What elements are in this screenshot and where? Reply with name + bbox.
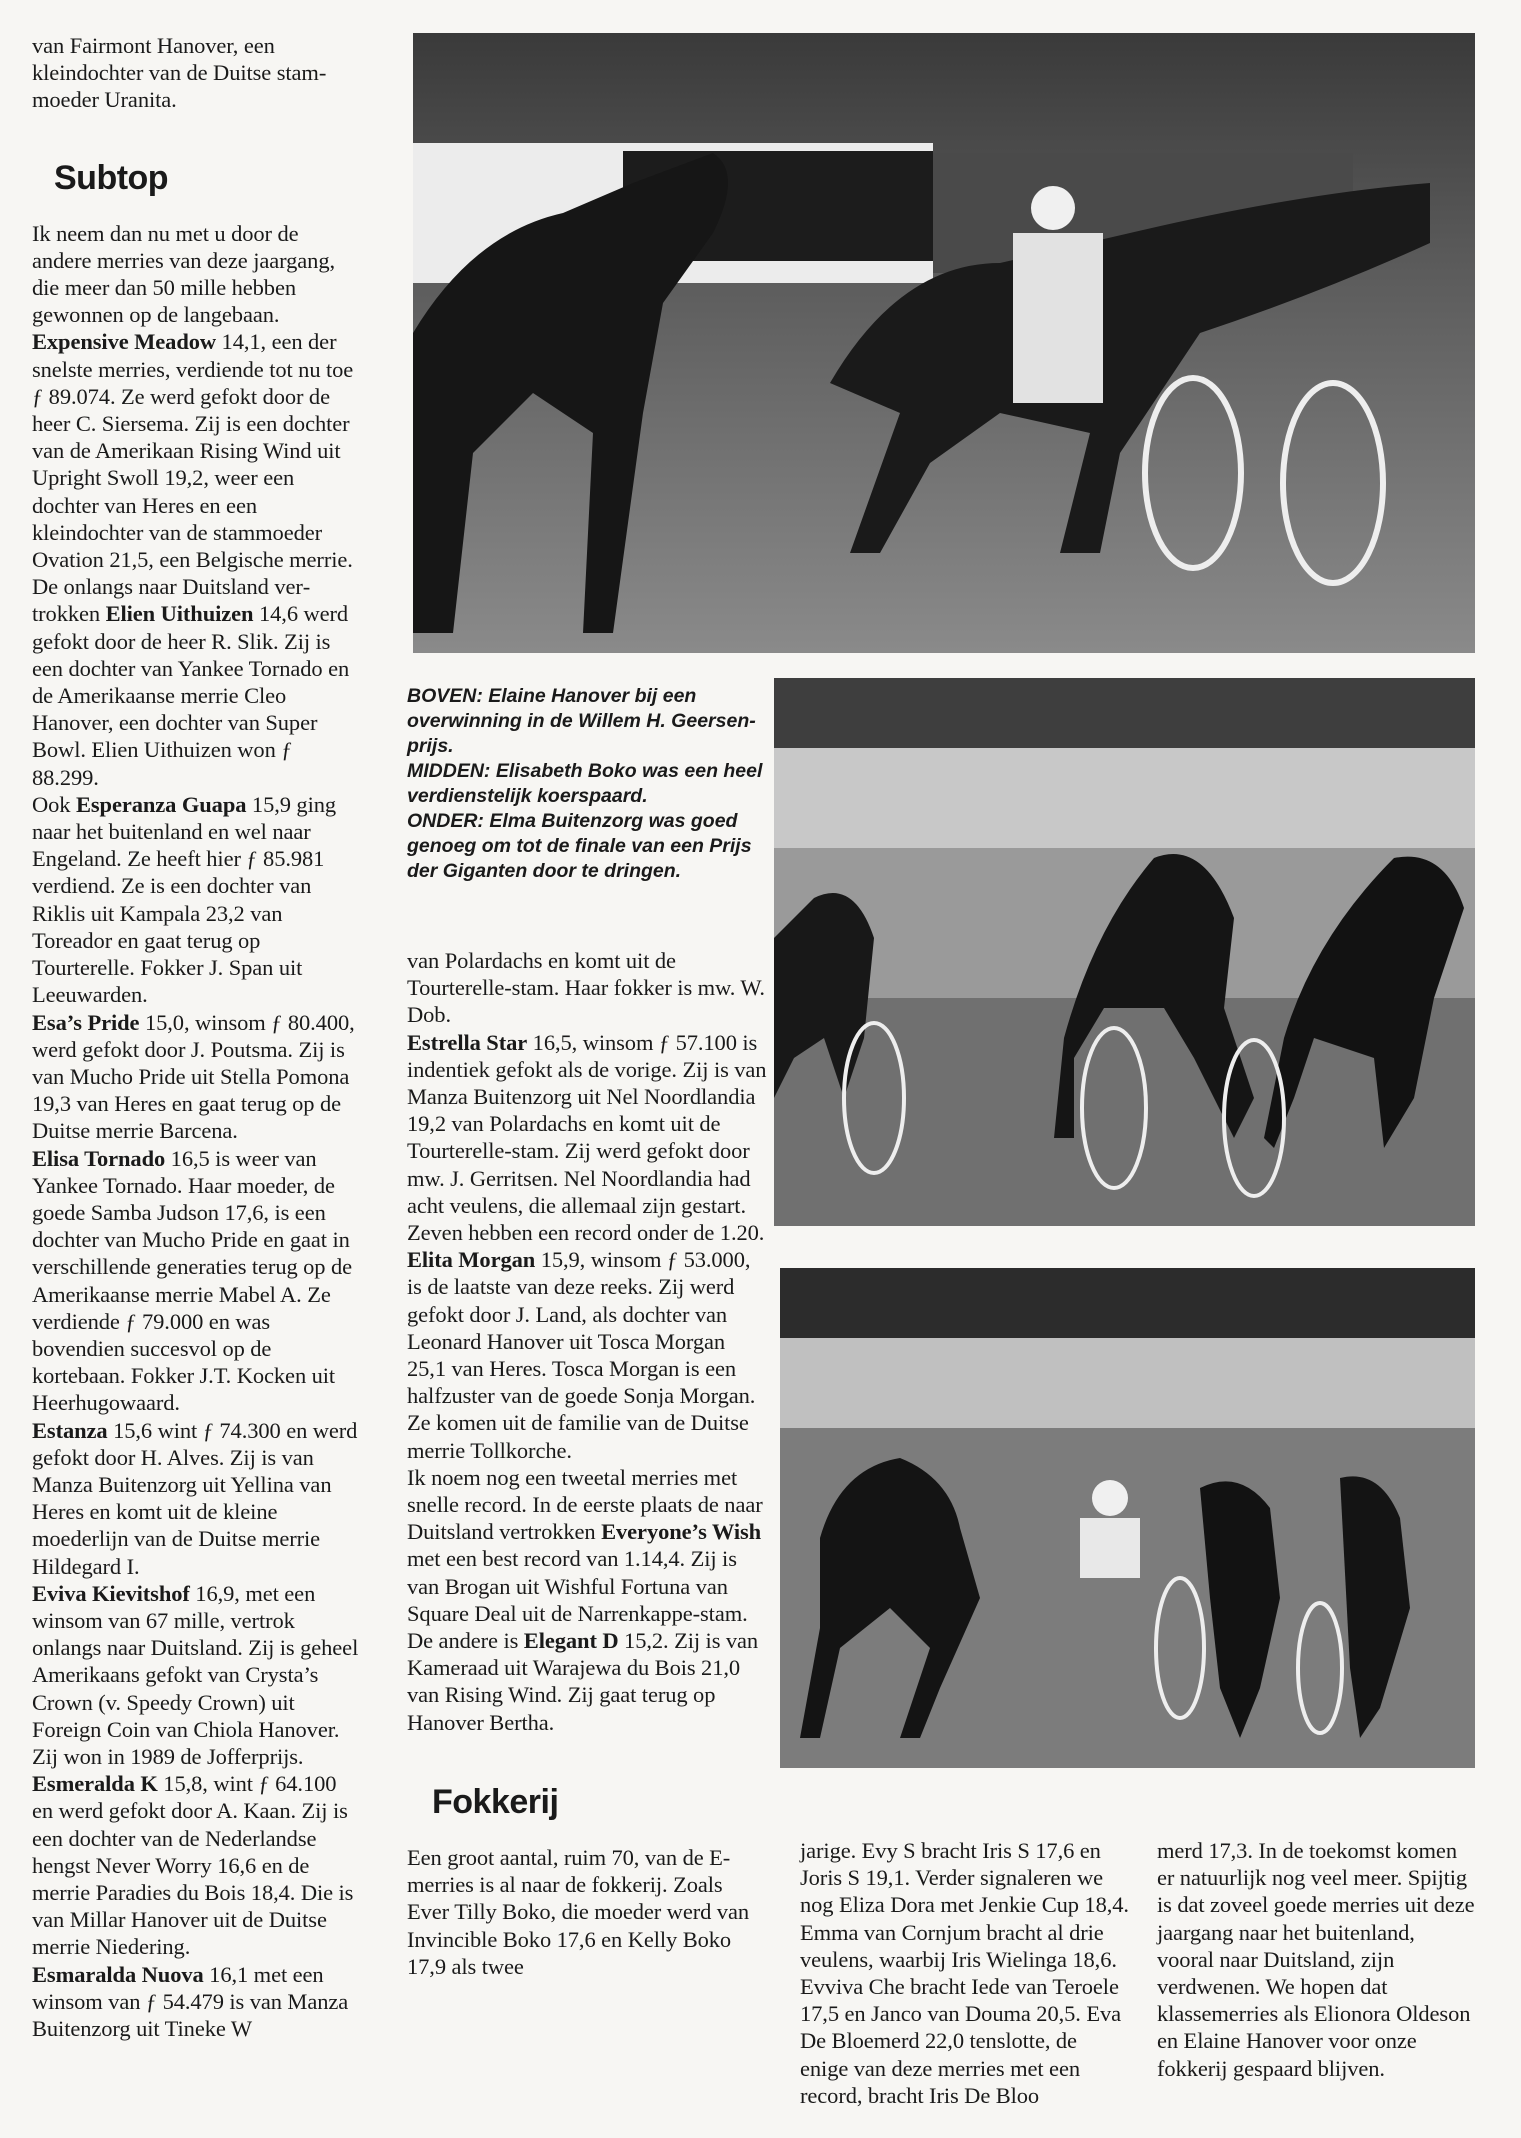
column-1 (32, 32, 362, 2042)
paragraph-text: 16,5, winsom ƒ 57.100 is indentiek gefokt als de vorige. Zij is van Manza Buitenzorg uit Nel Noordlandia 19,2 van Polardachs en komt uit de Tourterelle-stam. Zij werd gefokt door mw. J. Gerritsen. Nel Noordlandia had acht veulens, die allemaal zijn gestart. Zeven hebben een record onder de 1.20. (407, 1029, 767, 1246)
paragraph-text: 15,9 ging naar het buitenland en wel naar Engeland. Ze heeft hier ƒ 85.981 verdiend. Ze is een dochter van Riklis uit Kampala 23,2 van Toreador en gaat terug op Tourterelle. Fokker J. Span uit Leeuwarden. (32, 791, 337, 1008)
column-2-paragraph (407, 947, 769, 1029)
horse-name: Estanza (32, 1417, 108, 1443)
horse-name: Elisa Tornado (32, 1145, 166, 1171)
horse-name: Elita Morgan (407, 1247, 536, 1273)
column-2-text (407, 947, 769, 1736)
subtop-paragraph (32, 220, 362, 329)
column-3-paragraph: jarige. Evy S bracht Iris S 17,6 en Joris S 19,1. Verder signaleren we nog Eliza Dora met Jenkie Cup 18,4. Emma van Cornjum bracht al drie veulens, waarbij Iris Wielinga 18,6. Evviva Che bracht Iede van Teroele 17,5 en Janco van Douma 20,5. Eva De Bloemerd 22,0 tenslotte, de enige van deze merries met een record, bracht Iris De Bloo (800, 1838, 1129, 2108)
subtop-paragraph (32, 1580, 362, 1770)
subtop-paragraph (32, 791, 362, 1009)
column-2-paragraph (407, 1246, 769, 1464)
paragraph-text: 15,6 wint ƒ 74.300 en werd gefokt door H. Alves. Zij is van Manza Buitenzorg uit Yellina van Heres en komt uit de kleine moederlijn van de Duitse merrie Hildegard I. (32, 1417, 358, 1579)
paragraph-text: 16,1 met een winsom van ƒ 54.479 is van Manza Buitenzorg uit Tineke W (32, 1961, 349, 2042)
caption-onder: ONDER: Elma Buitenzorg was goed genoeg om tot de finale van een Prijs der Giganten door te dringen. (407, 810, 752, 882)
horse-name: Esmeralda K (32, 1771, 158, 1797)
paragraph-text: van Polardachs en komt uit de Tourterelle-stam. Haar fokker is mw. W. Dob. (407, 948, 765, 1028)
column-4-paragraph: merd 17,3. In de toekomst komen er natuurlijk nog veel meer. Spijtig is dat zoveel goede merries uit deze jaargang naar het buitenland, vooral naar Duitsland, zijn verdwenen. We hopen dat klassemerries als Elionora Oldeson en Elaine Hanover voor onze fokkerij gespaard blijven. (1157, 1838, 1475, 2081)
paragraph-text: De onlangs naar Duitsland vertrokken (32, 574, 311, 627)
photo-middle (774, 678, 1475, 1226)
horse-name: Expensive Meadow (32, 329, 217, 355)
subtop-paragraph (32, 1145, 362, 1417)
paragraph-text: 15,8, wint ƒ 64.100 en werd gefokt door A. Kaan. Zij is een dochter van de Nederlandse hengst Never Worry 16,6 en de merrie Paradies du Bois 18,4. Die is van Millar Hanover uit de Duitse merrie Niedering. (32, 1771, 354, 1960)
paragraph-text: 16,5 is weer van Yankee Tornado. Haar moeder, de goede Samba Judson 17,6, is een dochter van Mucho Pride en gaat in verschillende generaties terug op de Amerikaanse merrie Mabel A. Ze verdiende ƒ 79.000 en was bovendien succesvol op de kortebaan. Fokker J.T. Kocken uit Heerhugowaard. (32, 1145, 353, 1416)
horse-name: Estrella Star (407, 1029, 528, 1055)
heading-subtop: Subtop (54, 158, 169, 197)
subtop-paragraph (32, 573, 362, 791)
photo-top (413, 33, 1475, 653)
subtop-paragraph (32, 1961, 362, 2043)
intro-paragraph: van Fairmont Hanover, een kleindochter van de Duitse stammoeder Uranita. (32, 33, 327, 113)
paragraph-text: 14,1, een der snelste merries, verdiende tot nu toe ƒ 89.074. Ze werd gefokt door de heer C. Siersema. Zij is een dochter van de Amerikaan Rising Wind uit Upright Swoll 19,2, weer een dochter van Heres en een kleindochter van de stammoeder Ovation 21,5, een Belgische merrie. (32, 329, 354, 573)
paragraph-text: 15,0, winsom ƒ 80.400, werd gefokt door J. Poutsma. Zij is van Mucho Pride uit Stella Pomona 19,3 van Heres en gaat terug op de Duitse merrie Barcena. (32, 1009, 355, 1144)
paragraph-text: 15,2. Zij is van Kameraad uit Warajewa du Bois 21,0 van Rising Wind. Zij gaat terug op Hanover Bertha. (407, 1628, 759, 1735)
paragraph-text: 15,9, winsom ƒ 53.000, is de laatste van deze reeks. Zij werd gefokt door J. Land, als dochter van Leonard Hanover uit Tosca Morgan 25,1 van Heres. Tosca Morgan is een halfzuster van de goede Sonja Morgan. Ze komen uit de familie van de Duitse merrie Tollkorche. (407, 1247, 756, 1463)
heading-fokkerij: Fokkerij (432, 1782, 559, 1821)
column-2-paragraph (407, 1464, 769, 1736)
horse-name: Esmaralda Nuova (32, 1961, 204, 1987)
caption-midden: MIDDEN: Elisabeth Boko was een heel verdienstelijk koerspaard. (407, 760, 763, 807)
horse-name: Everyone’s Wish (601, 1519, 762, 1545)
horse-name: Esa’s Pride (32, 1009, 140, 1035)
column-4 (1157, 1837, 1477, 2082)
horse-name: Esperanza Guapa (75, 791, 247, 817)
paragraph-text: Ik noem nog een tweetal merries met snelle record. In de eerste plaats de naar Duitsland vertrokken (407, 1464, 763, 1545)
fokkerij-paragraph: Een groot aantal, ruim 70, van de E-merries is al naar de fokkerij. Zoals Ever Tilly Boko, die moeder werd van Invincible Boko 17,6 en Kelly Boko 17,9 als twee (407, 1844, 749, 1979)
column-2 (407, 947, 769, 1980)
subtop-paragraph (32, 328, 362, 573)
paragraph-text: Ik neem dan nu met u door de andere merries van deze jaargang, die meer dan 50 mille hebben gewonnen op de langebaan. (32, 220, 335, 328)
subtop-paragraph (32, 1417, 362, 1580)
column-3 (800, 1837, 1130, 2109)
paragraph-text: Ook (32, 791, 76, 817)
paragraph-text: 14,6 werd gefokt door de heer R. Slik. Zij is een dochter van Yankee Tornado en de Amerikaanse merrie Cleo Hanover, een dochter van Super Bowl. Elien Uithuizen won ƒ 88.299. (32, 601, 350, 790)
paragraph-text: met een best record van 1.14,4. Zij is van Brogan uit Wishful Fortuna van Square Deal uit de Narrenkappe-stam. De andere is (407, 1546, 748, 1654)
subtop-paragraph (32, 1009, 362, 1145)
horse-name: Elegant D (523, 1628, 619, 1654)
horse-name: Elien Uithuizen (105, 601, 254, 627)
photo-bottom (780, 1268, 1475, 1768)
column-2-paragraph (407, 1029, 769, 1247)
photo-caption (407, 684, 769, 884)
paragraph-text: 16,9, met een winsom van 67 mille, vertrok onlangs naar Duitsland. Zij is geheel Amerikaans gefokt van Crysta’s Crown (v. Speedy Crown) uit Foreign Coin van Chiola Hanover. Zij won in 1989 de Jofferprijs. (32, 1580, 359, 1769)
horse-name: Eviva Kievitshof (32, 1580, 190, 1606)
caption-boven: BOVEN: Elaine Hanover bij een overwinning in de Willem H. Geersen-prijs. (407, 685, 756, 757)
subtop-text (32, 220, 362, 2043)
subtop-paragraph (32, 1770, 362, 1960)
